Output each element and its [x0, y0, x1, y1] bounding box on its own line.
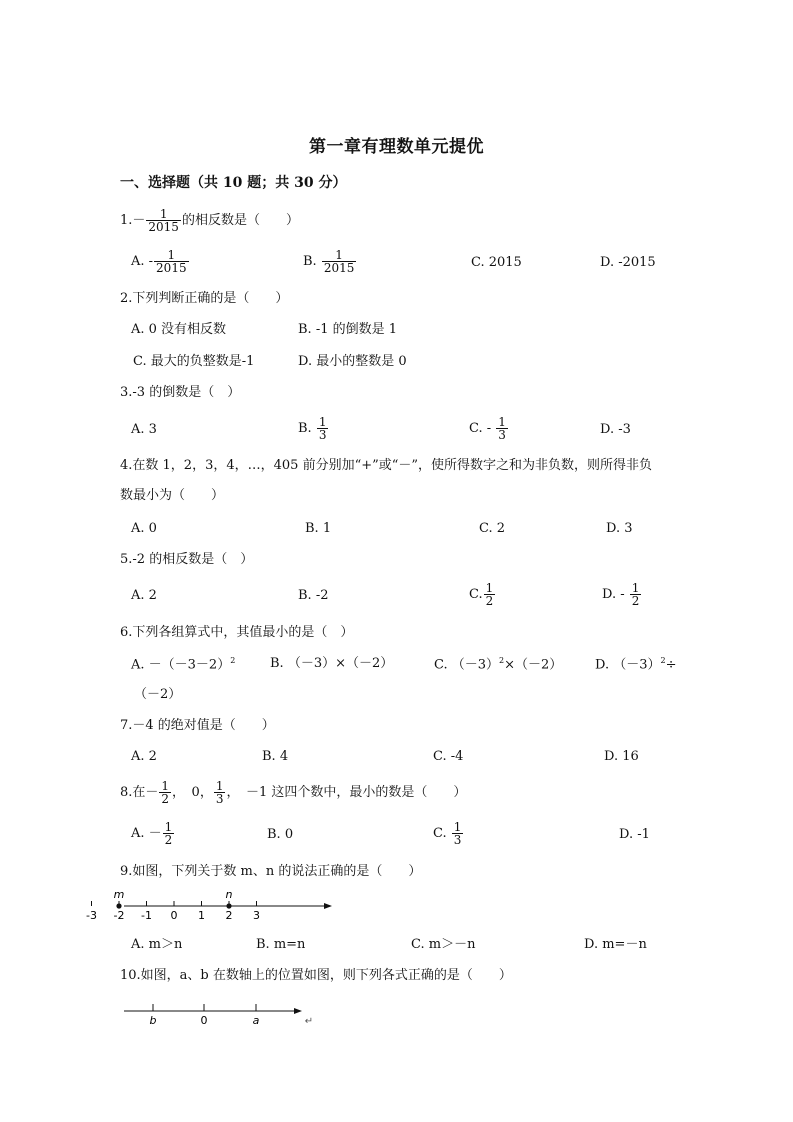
- q5-option-b[interactable]: B. -2: [298, 588, 329, 603]
- q3-c-fraction: $\frac{1}{3}$: [498, 415, 506, 442]
- q9-axis-arrow: [324, 903, 332, 909]
- question-8: 8.在－ $\frac{1}{2}$ ， 0， $\frac{1}{3}$ ， －1 这四个数中，最小的数是（ ）: [120, 779, 467, 806]
- q1-prefix: 1.－: [120, 213, 146, 228]
- q3-option-b[interactable]: B. $\frac{1}{3}$: [298, 415, 327, 442]
- q1-a-fraction: $\frac{1}{2015}$: [156, 248, 187, 275]
- q1-option-d[interactable]: D. -2015: [600, 255, 656, 270]
- question-6: 6.下列各组算式中，其值最小的是（ ）: [120, 625, 354, 640]
- q7-option-a[interactable]: A. 2: [131, 749, 157, 764]
- q7-option-c[interactable]: C. -4: [433, 749, 464, 764]
- q1-suffix: 的相反数是（ ）: [181, 213, 299, 228]
- q9-tick-label: 3: [253, 909, 260, 922]
- return-mark-icon: ↵: [304, 1016, 314, 1027]
- q9-option-a[interactable]: A. m＞n: [131, 937, 183, 952]
- q8-option-b[interactable]: B. 0: [267, 827, 294, 842]
- q2-option-b[interactable]: B. -1 的倒数是 1: [298, 322, 398, 337]
- q9-tick-label: 2: [225, 909, 233, 922]
- section-heading: 一、选择题（共 10 题；共 30 分）: [120, 175, 347, 191]
- q2-option-d[interactable]: D. 最小的整数是 0: [298, 354, 407, 369]
- q8-option-d[interactable]: D. -1: [619, 827, 650, 842]
- page-title: 第一章有理数单元提优: [309, 137, 484, 157]
- question-4-line-2: 数最小为（ ）: [120, 488, 225, 503]
- q5-d-fraction: $\frac{1}{2}$: [631, 581, 640, 608]
- q9-tick-label: 1: [198, 909, 205, 922]
- question-2: 2.下列判断正确的是（ ）: [120, 291, 289, 306]
- q9-number-line: [86, 884, 338, 926]
- q8-option-a[interactable]: A. － $\frac{1}{2}$: [131, 820, 173, 847]
- question-3: 3.-3 的倒数是（ ）: [120, 385, 241, 400]
- q10-label-zero: 0: [200, 1014, 208, 1027]
- q7-option-d[interactable]: D. 16: [604, 749, 639, 764]
- q8-fraction-1: $\frac{1}{2}$: [161, 779, 170, 806]
- q2-option-a[interactable]: A. 0 没有相反数: [131, 322, 227, 337]
- q9-tick-label: 0: [170, 909, 178, 922]
- q6-option-d-continued: （－2）: [134, 687, 182, 702]
- q4-option-c[interactable]: C. 2: [479, 521, 506, 536]
- q9-option-b[interactable]: B. m=n: [256, 937, 306, 952]
- q10-label-a: a: [252, 1014, 260, 1027]
- q6-option-a[interactable]: A. $-(-3-2)^2$: [131, 656, 236, 673]
- q10-number-line: [120, 998, 320, 1028]
- q1-fraction: $\frac{1}{2015}$: [148, 207, 179, 234]
- q3-b-fraction: $\frac{1}{3}$: [318, 415, 327, 442]
- q9-point-label-m: m: [113, 888, 125, 901]
- q5-c-fraction: $\frac{1}{2}$: [485, 581, 494, 608]
- q2-option-c[interactable]: C. 最大的负整数是-1: [133, 354, 255, 369]
- question-7: 7.－4 的绝对值是（ ）: [120, 718, 275, 733]
- question-1: [120, 207, 299, 235]
- q4-option-d[interactable]: D. 3: [606, 521, 633, 536]
- q9-option-d[interactable]: D. m=－n: [584, 937, 647, 952]
- q9-point-m: [116, 903, 121, 908]
- q9-point-label-n: n: [225, 888, 233, 901]
- q1-option-b[interactable]: B. $\frac{1}{2015}$: [303, 248, 355, 275]
- q8-fraction-2: $\frac{1}{3}$: [215, 779, 224, 806]
- q1-option-a[interactable]: A. - $\frac{1}{2015}$: [131, 248, 187, 275]
- question-10: 10.如图，a、b 在数轴上的位置如图，则下列各式正确的是（ ）: [120, 968, 512, 983]
- q9-point-n: [226, 903, 231, 908]
- q5-option-a[interactable]: A. 2: [131, 588, 157, 603]
- q3-option-c[interactable]: C. - $\frac{1}{3}$: [469, 415, 506, 442]
- q8-c-fraction: $\frac{1}{3}$: [453, 820, 462, 847]
- q4-option-a[interactable]: A. 0: [131, 521, 157, 536]
- q5-option-d[interactable]: D. - $\frac{1}{2}$: [602, 581, 640, 608]
- q10-label-b: b: [149, 1014, 157, 1027]
- q6-option-b[interactable]: B. （－3）×（－2）: [270, 656, 394, 671]
- q9-tick-label: -2: [113, 909, 125, 922]
- q3-option-d[interactable]: D. -3: [600, 422, 631, 437]
- q1-option-c[interactable]: C. 2015: [471, 255, 522, 270]
- q6-option-d[interactable]: D. $(-3)^2\div$: [595, 656, 677, 673]
- question-5: 5.-2 的相反数是（ ）: [120, 552, 254, 567]
- q6-option-c[interactable]: C. $(-3)^2\times(-2)$: [434, 656, 563, 673]
- question-9: 9.如图，下列关于数 m、n 的说法正确的是（ ）: [120, 864, 422, 879]
- q4-option-b[interactable]: B. 1: [305, 521, 332, 536]
- q5-option-c[interactable]: C. $\frac{1}{2}$: [469, 581, 494, 608]
- q8-a-fraction: $\frac{1}{2}$: [164, 820, 173, 847]
- q7-option-b[interactable]: B. 4: [262, 749, 289, 764]
- question-4-line-1: 4.在数 1，2，3，4，…，405 前分别加“+”或“－”，使所得数字之和为非负数，则所得非负: [120, 458, 653, 473]
- q9-tick-label: -3: [86, 909, 97, 922]
- q10-axis-arrow: [294, 1008, 302, 1014]
- q9-tick-label: -1: [141, 909, 152, 922]
- q9-option-c[interactable]: C. m＞－n: [411, 937, 476, 952]
- q8-option-c[interactable]: C. $\frac{1}{3}$: [433, 820, 462, 847]
- q1-b-fraction: $\frac{1}{2015}$: [323, 248, 355, 275]
- q3-option-a[interactable]: A. 3: [131, 422, 157, 437]
